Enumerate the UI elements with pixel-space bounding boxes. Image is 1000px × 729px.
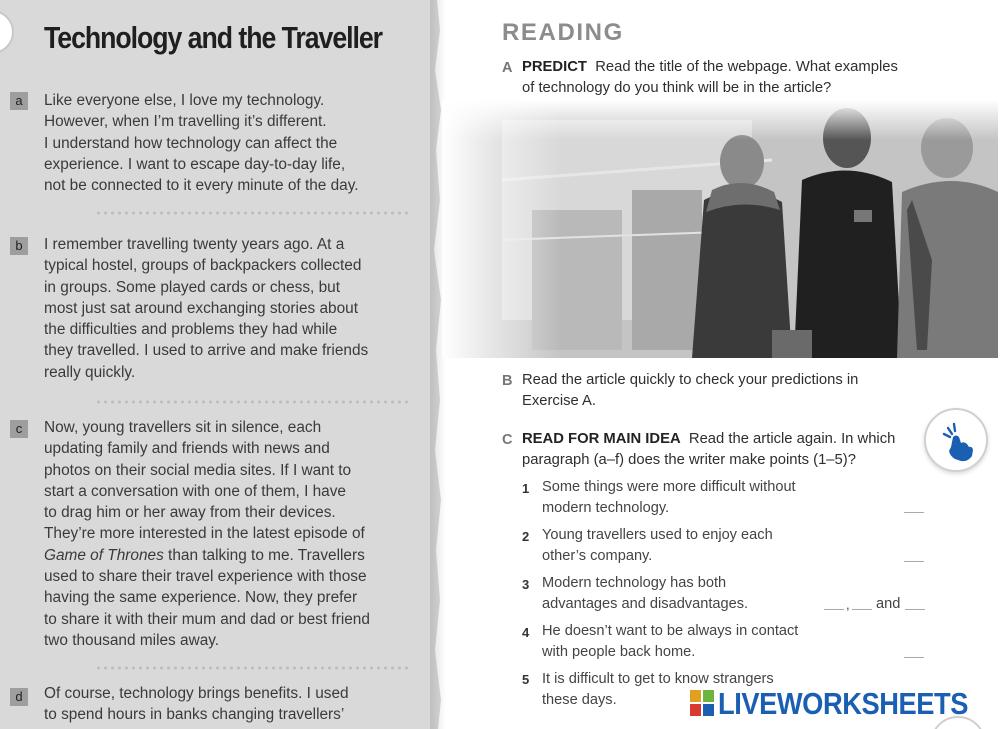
- item-text: Young travellers used to enjoy each other’s company.: [542, 527, 773, 564]
- answer-blank[interactable]: [824, 609, 844, 610]
- reading-heading: READING: [502, 19, 624, 46]
- exercise-a-letter: A: [502, 60, 513, 76]
- dotted-divider: [95, 666, 411, 670]
- exercise-c-text: READ FOR MAIN IDEA Read the article again. In which paragraph (a–f) does the writer make points (1–5)?: [522, 431, 896, 468]
- item-text: He doesn’t want to be always in contact with people back home.: [542, 623, 799, 660]
- interactive-hand-button[interactable]: [924, 408, 988, 472]
- item-text: Some things were more difficult without modern technology.: [542, 479, 796, 516]
- answer-blank[interactable]: [905, 609, 925, 610]
- brand-name: LIVEWORKSHEETS: [718, 686, 969, 721]
- item-number: 2: [522, 529, 530, 544]
- item-number: 1: [522, 481, 530, 496]
- italic-title: Game of Thrones: [44, 546, 164, 564]
- paragraph-c: Now, young travellers sit in silence, each updating family and friends with news and photos on their social media sites. If I want to start a conversation with one of them, I have to drag him or her away from their devices. They’re more interested in the latest episode of Game of Thrones than talking to me. Travellers used to share their travel experience with those having the same experience. Now, they prefer to share it with their mum and dad or best friend two thousand miles away.: [44, 419, 370, 649]
- paragraph-b: I remember travelling twenty years ago. At a typical hostel, groups of backpackers collected in groups. Some played cards or chess, but most just sat around exchanging stories about the difficulties and problems they had while they travelled. I used to arrive and make friends really quickly.: [44, 236, 369, 381]
- paragraph-letter-d: d: [10, 688, 28, 706]
- paragraph-a: Like everyone else, I love my technology. However, when I’m travelling it’s different. I understand how technology can affect the experience. I want to escape day-to-day life, not be connected to it every minute of the day.: [44, 92, 359, 195]
- photo-top-fade: [442, 100, 998, 140]
- paragraph-letter-a: a: [10, 92, 28, 110]
- item-number: 4: [522, 625, 530, 640]
- exercise-a-text: PREDICT Read the title of the webpage. What examples of technology do you think will be in the article?: [522, 59, 898, 96]
- answer-blank[interactable]: [852, 609, 872, 610]
- answer-blank[interactable]: [904, 512, 924, 513]
- article-title: Technology and the Traveller: [44, 20, 383, 55]
- paragraph-letter-b: b: [10, 237, 28, 255]
- item-number: 3: [522, 577, 530, 592]
- item-text: It is difficult to get to know strangers these days.: [542, 671, 774, 708]
- dotted-divider: [95, 211, 411, 215]
- dotted-divider: [95, 400, 411, 404]
- exercise-b-letter: B: [502, 373, 513, 389]
- liveworksheets-icon: [690, 690, 714, 716]
- and-label: and: [876, 596, 901, 612]
- answer-blank[interactable]: [904, 657, 924, 658]
- exercise-b-text: Read the article quickly to check your predictions in Exercise A.: [522, 372, 859, 409]
- exercise-c-letter: C: [502, 432, 513, 448]
- paragraph-letter-c: c: [10, 420, 28, 438]
- paragraph-d: Of course, technology brings benefits. I used to spend hours in banks changing travellers’: [44, 685, 349, 724]
- item-text: Modern technology has both advantages and disadvantages.: [542, 575, 749, 612]
- tap-hand-icon: [926, 410, 986, 470]
- item-number: 5: [522, 672, 530, 687]
- answer-blank[interactable]: [904, 561, 924, 562]
- travellers-photo: [442, 100, 998, 358]
